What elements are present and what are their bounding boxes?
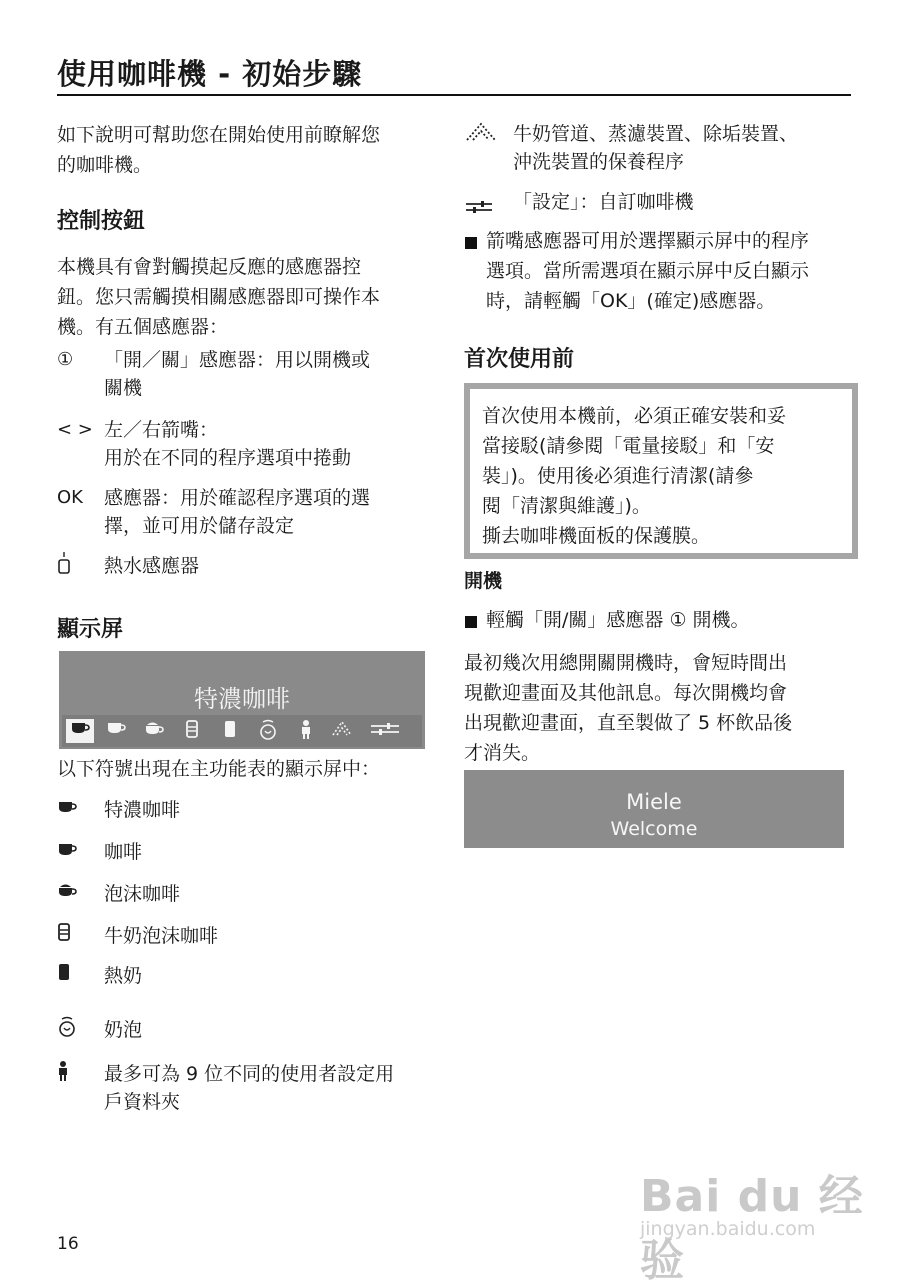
- intro-line: 如下說明可幫助您在開始使用前瞭解您: [57, 124, 381, 146]
- notice-text: [482, 401, 842, 551]
- display-item-text: 泡沫咖啡: [104, 883, 181, 905]
- control-line: 熱水感應器: [104, 555, 200, 577]
- notice-line: 撕去咖啡機面板的保護膜。: [482, 525, 711, 547]
- display-item-text: [104, 1060, 439, 1116]
- bullet-icon: [465, 237, 477, 249]
- control-line: 「開／關」感應器：用以開機或: [104, 349, 371, 371]
- control-item-text: [104, 552, 439, 580]
- coffee-icon: [57, 838, 97, 866]
- control-line: 擇，並可用於儲存設定: [104, 515, 295, 537]
- cappuccino-icon: [140, 719, 168, 743]
- latte-icon: [57, 922, 97, 951]
- controls-heading: 控制按鈕: [57, 209, 146, 234]
- controls-desc-line: 本機具有會對觸摸起反應的感應器控: [57, 256, 362, 278]
- bullet-icon: [465, 616, 477, 628]
- page-title: 使用咖啡機 - 初始步驟: [57, 57, 363, 91]
- intro-line: 的咖啡機。: [57, 154, 153, 176]
- welcome-line: 現歡迎畫面及其他訊息。每次開機均會: [464, 682, 788, 704]
- first-use-heading: 首次使用前: [464, 347, 575, 372]
- control-item-text: [104, 484, 439, 540]
- maintenance-icon: [328, 719, 356, 743]
- power-icon: ①: [57, 349, 74, 370]
- control-line: 用於在不同的程序選項中捲動: [104, 447, 352, 469]
- display-line: 最多可為 9 位不同的使用者設定用: [104, 1063, 395, 1085]
- maintenance-text: [513, 120, 853, 176]
- notice-line: 閱「清潔與維護」)。: [482, 495, 651, 517]
- milk-froth-icon: [57, 1016, 97, 1047]
- control-line: 關機: [104, 377, 143, 399]
- display-screen: [59, 651, 425, 749]
- display-item-text: 牛奶泡沫咖啡: [104, 925, 219, 947]
- arrow-keys-note: [486, 226, 856, 316]
- welcome-screen: [464, 770, 844, 848]
- screen-title: 特濃咖啡: [194, 685, 290, 713]
- power-on-step: 輕觸「開/關」感應器 ① 開機。: [486, 609, 750, 631]
- espresso-icon: [66, 719, 94, 743]
- control-line: 左／右箭嘴：: [104, 419, 219, 441]
- notice-line: 首次使用本機前，必須正確安裝和妥: [482, 405, 787, 427]
- user-profile-icon: [292, 719, 320, 743]
- welcome-line: 最初幾次用總開關開機時，會短時間出: [464, 652, 788, 674]
- maintenance-icon: [465, 122, 497, 150]
- maintenance-line: 沖洗裝置的保養程序: [513, 151, 685, 173]
- ok-label: OK: [57, 487, 83, 508]
- control-line: 感應器：用於確認程序選項的選: [104, 487, 371, 509]
- first-use-notice-box: [464, 383, 858, 559]
- controls-desc-line: 機。有五個感應器：: [57, 316, 229, 338]
- notice-line: 當接駁(請參閱「電量接駁」和「安: [482, 435, 775, 457]
- display-item-text: 奶泡: [104, 1019, 143, 1041]
- notice-line: 裝」)。使用後必須進行清潔(請參: [482, 465, 754, 487]
- display-item-text: 咖啡: [104, 841, 143, 863]
- intro-text: [57, 120, 447, 180]
- welcome-line: 出現歡迎畫面，直至製做了 5 杯飲品後: [464, 712, 793, 734]
- display-heading: 顯示屏: [57, 617, 124, 642]
- title-rule: [57, 94, 851, 96]
- settings-text: 「設定」：自訂咖啡機: [513, 191, 694, 213]
- watermark-url: jingyan.baidu.com: [640, 1218, 816, 1240]
- control-item-text: [104, 416, 439, 472]
- page-number: 16: [57, 1234, 79, 1254]
- watermark-logo: Bai du 经验: [640, 1171, 864, 1286]
- arrow-note-line: 選項。當所需選項在顯示屏中反白顯示: [486, 260, 810, 282]
- welcome-message: Welcome: [610, 818, 698, 840]
- coffee-icon: [102, 719, 130, 743]
- arrow-note-line: 箭嘴感應器可用於選擇顯示屏中的程序: [486, 230, 810, 252]
- screen-icon-bar: [62, 715, 422, 747]
- controls-desc: [57, 252, 447, 342]
- arrow-note-line: 時，請輕觸「OK」(確定)感應器。: [486, 290, 776, 312]
- cappuccino-icon: [57, 880, 97, 908]
- hot-milk-icon: [57, 962, 97, 991]
- display-line: 戶資料夾: [104, 1091, 181, 1113]
- control-item-text: [104, 346, 439, 402]
- display-item-text: 熱奶: [104, 965, 143, 987]
- welcome-brand: Miele: [626, 790, 682, 814]
- power-on-heading: 開機: [464, 570, 503, 592]
- user-profile-icon: [57, 1060, 97, 1091]
- maintenance-line: 牛奶管道、蒸濾裝置、除垢裝置、: [513, 123, 799, 145]
- settings-icon: [465, 194, 493, 222]
- arrow-keys-label: < >: [57, 419, 93, 440]
- welcome-text: [464, 648, 856, 768]
- hot-milk-icon: [216, 719, 244, 743]
- latte-icon: [178, 719, 206, 743]
- hot-water-icon: [57, 552, 97, 583]
- controls-desc-line: 鈕。您只需觸摸相關感應器即可操作本: [57, 286, 381, 308]
- display-caption: 以下符號出現在主功能表的顯示屏中：: [57, 758, 381, 780]
- display-item-text: 特濃咖啡: [104, 799, 181, 821]
- settings-icon: [368, 719, 402, 743]
- milk-froth-icon: [254, 719, 282, 743]
- welcome-line: 才消失。: [464, 742, 541, 764]
- espresso-icon: [57, 796, 97, 824]
